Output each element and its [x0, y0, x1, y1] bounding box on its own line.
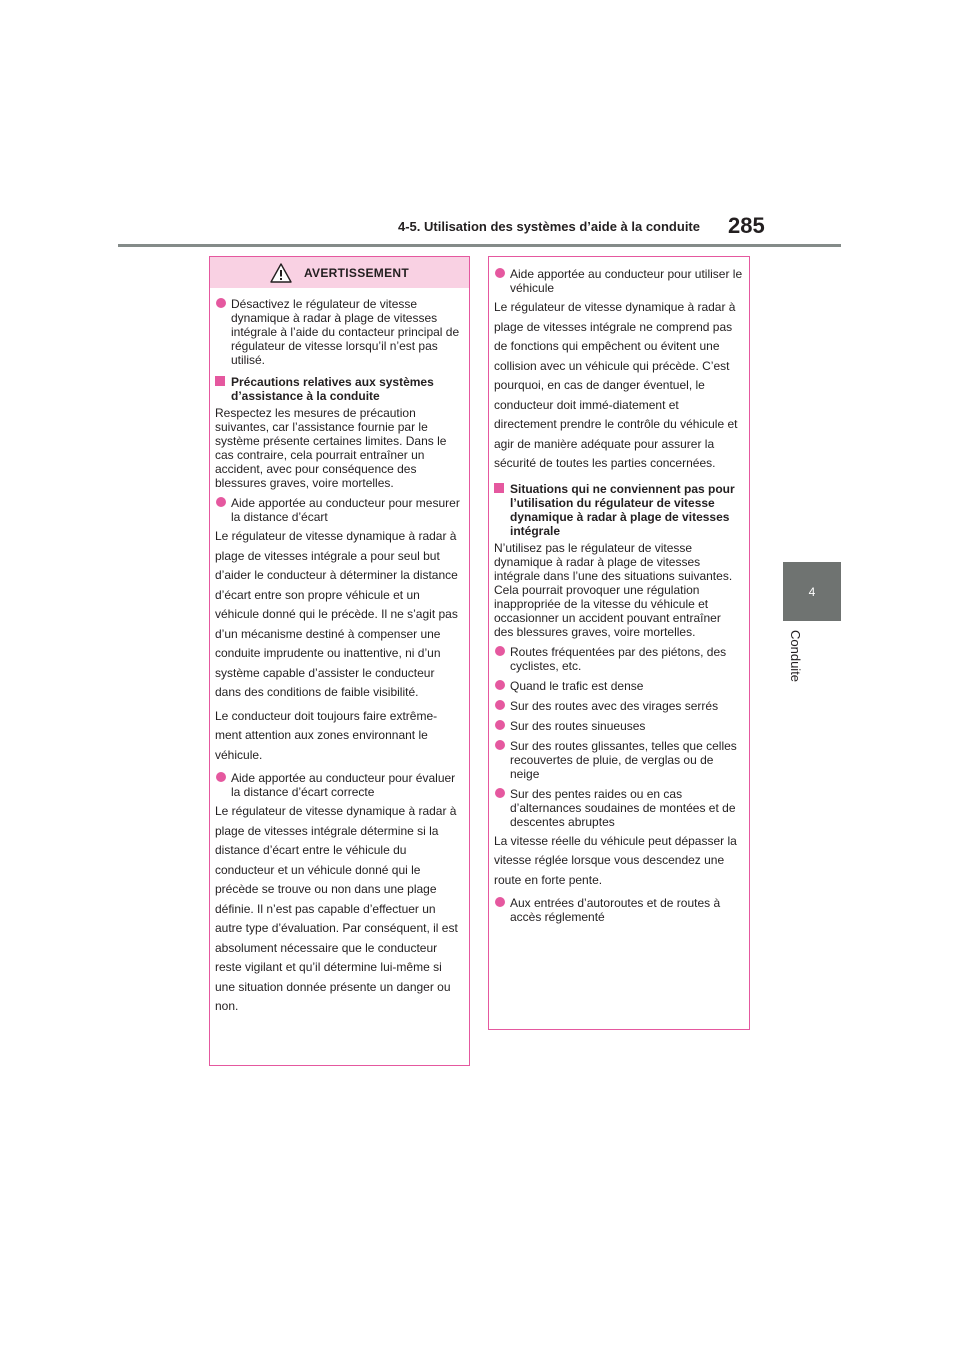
- paragraph: Le régulateur de vitesse dynamique à radar à plage de vitesses intégrale a pour seul but d’aider le conducteur à déterminer la distance d’écart entre son propre véhicule et un véhicule donné qui le précède. Il ne s’agit pas d’un mécanisme destiné à compenser une conduite imprudente ou inattentive, ni d’un système capable d’assister le conducteur dans des conditions de faible visibilité.: [215, 529, 458, 699]
- section-title: 4-5. Utilisation des systèmes d’aide à la conduite: [398, 219, 700, 234]
- paragraph: Le conducteur doit toujours faire extrême-ment attention aux zones environnant le véhicule.: [215, 708, 438, 762]
- bullet-item: Sur des routes glissantes, telles que celles recouvertes de pluie, de verglas ou de neige: [494, 739, 743, 781]
- subheading: Situations qui ne conviennent pas pour l’utilisation du régulateur de vitesse dynamique à radar à plage de vitesses intégrale: [494, 482, 743, 538]
- warning-title: AVERTISSEMENT: [303, 265, 410, 280]
- warning-content-left: [210, 288, 469, 1017]
- page-number: 285: [728, 213, 765, 238]
- warning-content-right: [489, 257, 749, 924]
- header-divider: [118, 244, 841, 247]
- bullet-item: Sur des pentes raides ou en cas d’alternances soudaines de montées et de descentes abruptes: [494, 787, 743, 829]
- chapter-label: Conduite: [788, 630, 803, 683]
- bullet-item: Sur des routes sinueuses: [494, 719, 743, 733]
- paragraph: Le régulateur de vitesse dynamique à radar à plage de vitesses intégrale ne comprend pas de fonctions qui empêchent ou évitent une collision avec un véhicule qui précède. C’est pourquoi, en cas de danger éventuel, le conducteur doit immé-diatement et directement prendre le contrôle du véhicule et agir de manière adéquate pour assurer la sécurité de toutes les parties concernées.: [494, 300, 738, 470]
- chapter-number: 4: [808, 584, 816, 599]
- paragraph: Respectez les mesures de précaution suivantes, car l’assistance fournie par le système présente certaines limites. Dans le cas contraire, cela pourrait entraîner un accident, avec pour conséquence des blessures graves, voire mortelles.: [215, 406, 447, 490]
- bullet-item: Désactivez le régulateur de vitesse dynamique à radar à plage de vitesses intégrale à l’aide du contacteur principal de régulateur de vitesse lorsqu’il n’est pas utilisé.: [215, 297, 463, 367]
- bullet-item: Routes fréquentées par des piétons, des cyclistes, etc.: [494, 645, 743, 673]
- paragraph: N’utilisez pas le régulateur de vitesse dynamique à radar à plage de vitesses intégrale dans l’une des situations suivantes. Cela pourrait provoquer une régulation inappropriée de la vitesse du véhicule et occasionner un accident pouvant entraîner des blessures graves, voire mortelles.: [494, 540, 733, 639]
- bullet-item: Aux entrées d’autoroutes et de routes à accès réglementé: [494, 896, 743, 924]
- bullet-item: Sur des routes avec des virages serrés: [494, 699, 743, 713]
- bullet-item: Aide apportée au conducteur pour utiliser le véhicule: [494, 267, 743, 295]
- warning-box-left: [209, 256, 470, 1066]
- warning-header: [210, 257, 469, 288]
- chapter-tab: [783, 562, 841, 621]
- paragraph: Le régulateur de vitesse dynamique à radar à plage de vitesses intégrale détermine si la distance d’écart entre le véhicule du conducteur et un véhicule donné qui le précède se trouve ou non dans une plage définie. Il n’est pas capable d’effectuer un autre type d’évaluation. Par conséquent, il est absolument nécessaire que le conducteur reste vigilant et qu’il détermine lui-même si une situation donnée présente un danger ou non.: [215, 804, 458, 1013]
- warning-box-right: [488, 256, 750, 1030]
- paragraph: La vitesse réelle du véhicule peut dépasser la vitesse réglée lorsque vous descendez une route en forte pente.: [494, 833, 737, 887]
- warning-triangle-icon: [270, 263, 292, 283]
- bullet-item: Aide apportée au conducteur pour évaluer la distance d’écart correcte: [215, 771, 463, 799]
- subheading: Précautions relatives aux systèmes d’assistance à la conduite: [215, 375, 463, 403]
- bullet-item: Aide apportée au conducteur pour mesurer la distance d’écart: [215, 496, 463, 524]
- bullet-item: Quand le trafic est dense: [494, 679, 743, 693]
